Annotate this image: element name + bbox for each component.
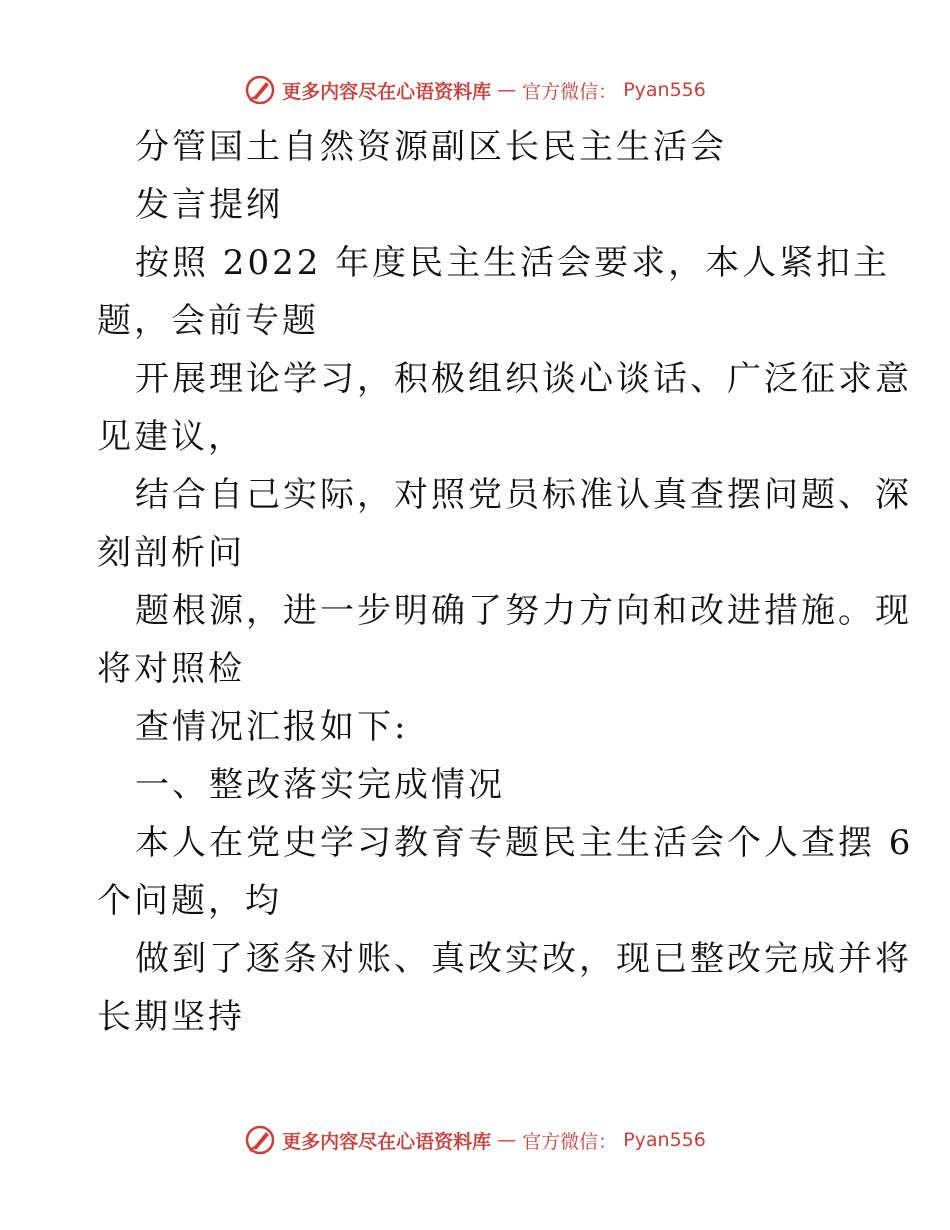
watermark-contact-label: 官方微信： xyxy=(522,1130,618,1153)
header-watermark-banner xyxy=(0,72,950,108)
paragraph-line: 题，会前专题 xyxy=(97,301,319,341)
paragraph-line: 开展理论学习，积极组织谈心谈话、广泛征求意 xyxy=(135,359,912,399)
quill-pen-icon xyxy=(244,1124,276,1156)
paragraph-line: 个问题，均 xyxy=(97,881,282,921)
watermark-contact-id: Pyan556 xyxy=(623,1129,706,1151)
watermark-contact-id: Pyan556 xyxy=(623,79,706,101)
watermark-text: 更多内容尽在心语资料库 xyxy=(282,1130,492,1153)
paragraph-line: 刻剖析问 xyxy=(97,533,245,573)
section-heading: 一、整改落实完成情况 xyxy=(135,765,505,805)
paragraph-line: 本人在党史学习教育专题民主生活会个人查摆 6 xyxy=(135,823,914,863)
footer-watermark-banner xyxy=(0,1122,950,1158)
paragraph-line: 将对照检 xyxy=(97,649,245,689)
paragraph-line: 结合自己实际，对照党员标准认真查摆问题、深 xyxy=(135,475,912,515)
quill-pen-icon xyxy=(244,74,276,106)
paragraph-line: 按照 2022 年度民主生活会要求，本人紧扣主 xyxy=(135,243,891,283)
paragraph-line: 题根源，进一步明确了努力方向和改进措施。现 xyxy=(135,591,912,631)
watermark-contact-label: 官方微信： xyxy=(522,80,618,103)
doc-title-line-2: 发言提纲 xyxy=(135,185,283,225)
paragraph-line: 做到了逐条对账、真改实改，现已整改完成并将 xyxy=(135,939,912,979)
paragraph-line: 见建议， xyxy=(97,417,245,457)
watermark-dash: — xyxy=(497,1129,517,1151)
paragraph-line: 长期坚持 xyxy=(97,997,245,1037)
paragraph-line: 查情况汇报如下: xyxy=(135,707,409,747)
watermark-text: 更多内容尽在心语资料库 xyxy=(282,80,492,103)
document-body xyxy=(97,118,914,1046)
watermark-dash: — xyxy=(497,79,517,101)
doc-title-line-1: 分管国土自然资源副区长民主生活会 xyxy=(135,127,727,167)
